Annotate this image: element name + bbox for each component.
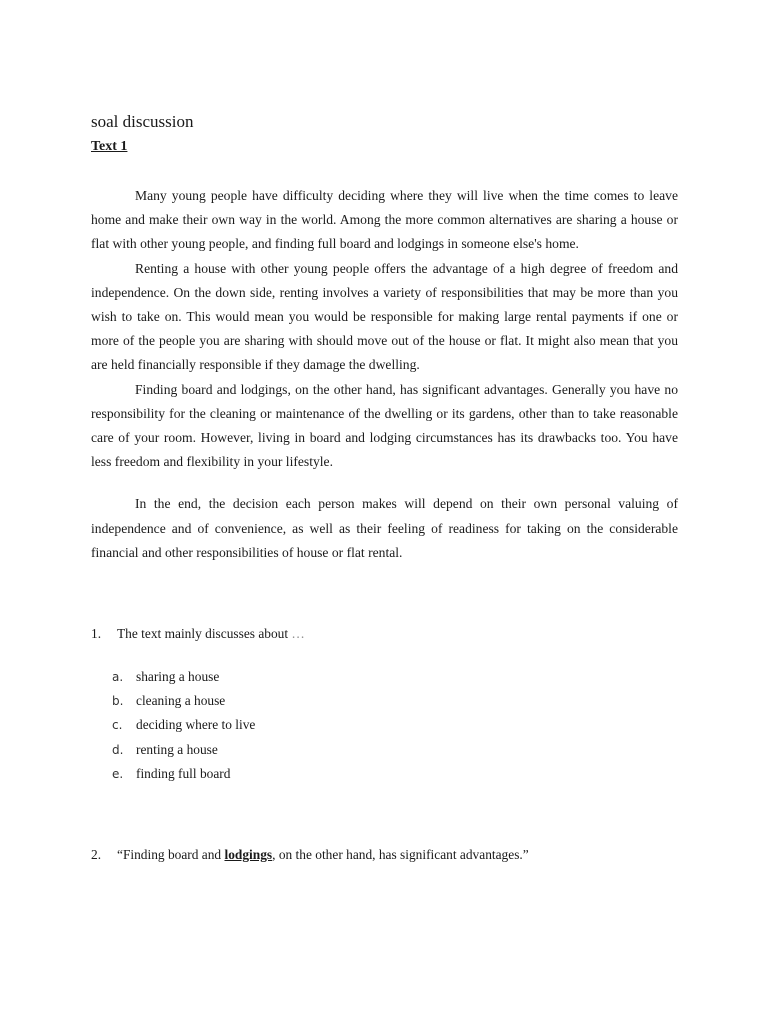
option-letter: a. [112,670,124,684]
question-number: 1. [91,626,102,641]
option-text: deciding where to live [136,717,256,733]
paragraph: Renting a house with other young people offers the advantage of a high degree of freedom and independence. On the down side, renting involves a variety of responsibilities that may be more than you wish to take on. This would mean you would be responsible for making large rental payments if one or more of the people you are sharing with should move out of the house or flat. It might also mean that you are held financially responsible if they damage the dwelling. [91,260,678,373]
question-text: The text mainly discusses about [117,626,292,641]
passage [91,184,678,565]
question-1 [91,626,305,642]
question-ellipsis: … [291,626,305,641]
option-letter: b. [112,694,124,709]
option-letter: d. [112,742,124,757]
question-number: 2. [91,847,102,862]
option-b [112,689,255,713]
paragraph: Many young people have difficulty deciding where they will live when the time comes to leave home and make their own way in the world. Among the more common alternatives are sharing a house or flat with other young people, and finding full board and lodgings in someone else's home. [91,188,678,252]
highlighted-word: lodgings [224,847,273,862]
option-c [112,713,255,737]
option-e [112,762,255,786]
option-text: sharing a house [136,669,220,684]
page-title: soal discussion [91,112,194,131]
option-text: cleaning a house [136,693,226,709]
option-d [112,738,255,762]
question-text-before: “Finding board and [117,847,225,862]
option-letter: c. [112,718,123,733]
question-2 [91,847,529,863]
question-text-after: , on the other hand, has significant advantages.” [272,847,529,862]
option-text: renting a house [136,741,218,757]
answer-options [112,665,255,786]
option-a [112,665,255,689]
option-text: finding full board [136,765,231,781]
paragraph: Finding board and lodgings, on the other hand, has significant advantages. Generally you have no responsibility for the cleaning or maintenance of the dwelling or its gardens, other than to take reasonable care of your room. However, living in board and lodging circumstances has its drawbacks too. You have less freedom and flexibility in your lifestyle. [91,381,678,470]
option-letter: e. [112,766,124,781]
text-heading: Text 1 [91,139,128,154]
paragraph: In the end, the decision each person makes will depend on their own personal valuing of independence and of convenience, as well as their feeling of readiness for taking on the considerable financial and other responsibilities of house or flat rental. [91,496,678,560]
